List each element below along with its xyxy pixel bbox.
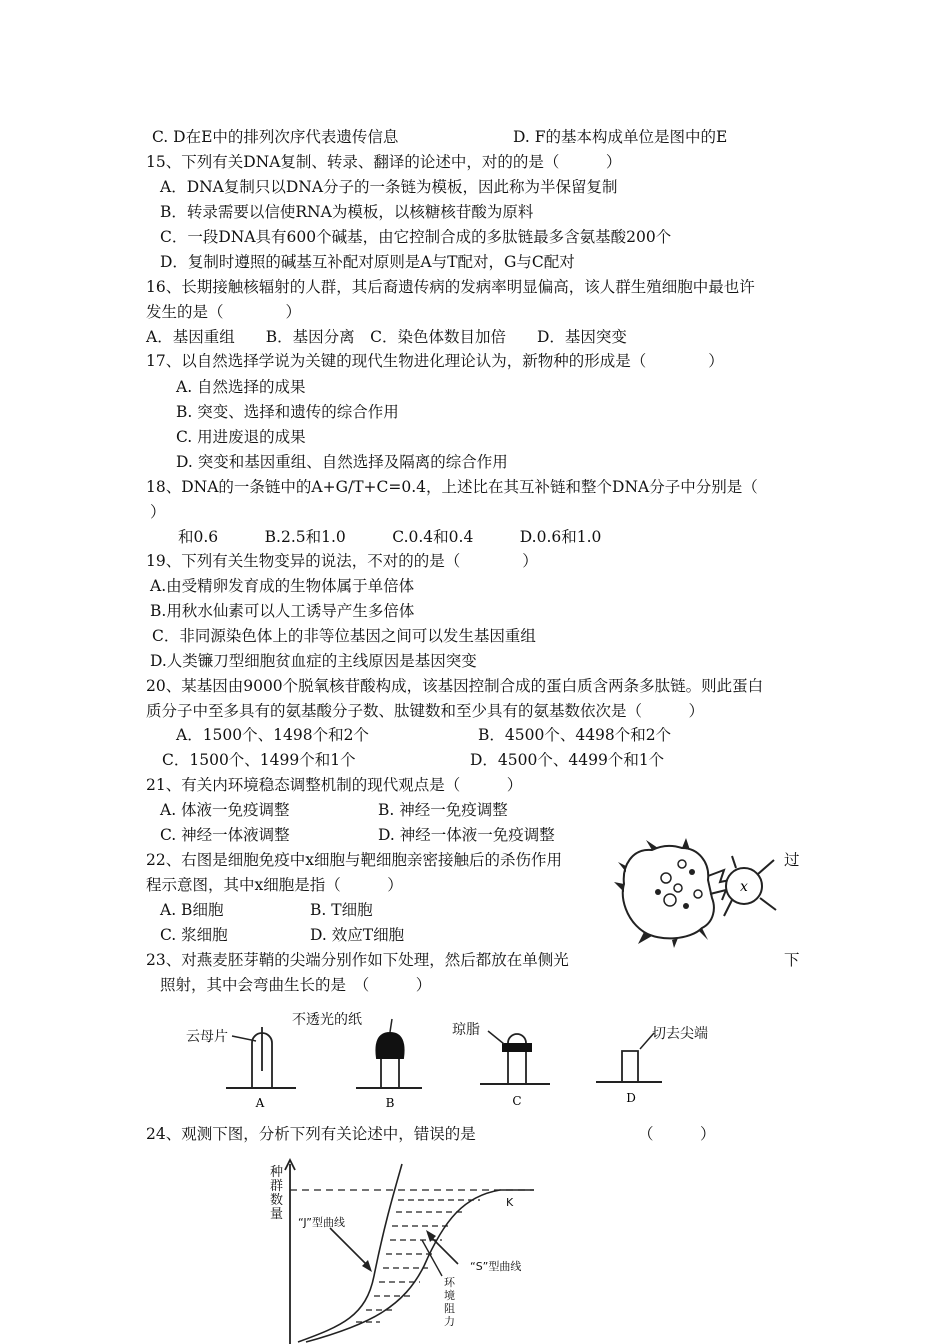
q21-option-b: B. 神经一免疫调整 bbox=[378, 801, 508, 819]
q15-option-c: C．一段DNA具有600个碱基，由它控制合成的多肽链最多含氨基酸200个 bbox=[160, 228, 672, 246]
q22-option-d: D. 效应T细胞 bbox=[310, 926, 405, 944]
q20-option-c: C．1500个、1499个和1个 bbox=[162, 751, 356, 769]
q17-option-b: B. 突变、选择和遗传的综合作用 bbox=[176, 403, 399, 421]
q23-stem: 23、对燕麦胚芽鞘的尖端分别作如下处理，然后都放在单侧光 bbox=[146, 951, 569, 969]
q21-option-a: A. 体液一免疫调整 bbox=[160, 801, 290, 819]
q22-option-c: C. 浆细胞 bbox=[160, 926, 228, 944]
q15-stem: 15、下列有关DNA复制、转录、翻译的论述中，对的的是（ ） bbox=[146, 153, 622, 171]
q17-option-a: A. 自然选择的成果 bbox=[176, 378, 306, 396]
q15-option-d: D．复制时遵照的碱基互补配对原则是A与T配对，G与C配对 bbox=[160, 253, 575, 271]
q20-option-b: B．4500个、4498个和2个 bbox=[478, 726, 672, 744]
fig23-label-paper: 不透光的纸 bbox=[292, 1012, 362, 1028]
q24-stem: 24、观测下图，分析下列有关论述中，错误的是 bbox=[146, 1125, 476, 1143]
q22-stem: 22、右图是细胞免疫中x细胞与靶细胞亲密接触后的杀伤作用 bbox=[146, 851, 562, 869]
population-growth-figure bbox=[262, 1156, 552, 1344]
q19-option-d: D.人类镰刀型细胞贫血症的主线原因是基因突变 bbox=[150, 652, 477, 670]
cell-immunity-diagram bbox=[612, 836, 790, 948]
q24-answer-paren: （ ） bbox=[638, 1125, 716, 1143]
q20-option-d: D．4500个、4499个和1个 bbox=[470, 751, 665, 769]
q19-stem: 19、下列有关生物变异的说法，不对的的是（ ） bbox=[146, 552, 538, 570]
q17-stem: 17、以自然选择学说为关键的现代生物进化理论认为，新物种的形成是（ ） bbox=[146, 352, 724, 370]
q17-option-c: C. 用进废退的成果 bbox=[176, 428, 306, 446]
q23-stem-cont: 照射，其中会弯曲生长的是 （ ） bbox=[160, 976, 432, 994]
j-curve-label: “J”型曲线 bbox=[298, 1216, 345, 1229]
q14-option-c: C. D在E中的排列次序代表遗传信息 bbox=[152, 128, 399, 146]
q16-stem-cont: 发生的是（ ） bbox=[146, 303, 302, 321]
q18-stem: 18、DNA的一条链中的A+G/T+C=0.4，上述比在其互补链和整个DNA分子中分别是（ bbox=[146, 478, 758, 496]
q16-options: A．基因重组 B．基因分离 C．染色体数目加倍 D．基因突变 bbox=[146, 328, 627, 346]
q19-option-b: B.用秋水仙素可以人工诱导产生多倍体 bbox=[150, 602, 415, 620]
q22-option-a: A. B细胞 bbox=[160, 901, 224, 919]
q14-option-d: D. F的基本构成单位是图中的E bbox=[513, 128, 728, 146]
q17-option-d: D. 突变和基因重组、自然选择及隔离的综合作用 bbox=[176, 453, 508, 471]
s-curve-label: “S”型曲线 bbox=[470, 1260, 522, 1273]
q20-option-a: A．1500个、1498个和2个 bbox=[176, 726, 369, 744]
q16-stem: 16、长期接触核辐射的人群，其后裔遗传病的发病率明显偏高，该人群生殖细胞中最也许 bbox=[146, 278, 755, 296]
q20-stem-cont: 质分子中至多具有的氨基酸分子数、肽键数和至少具有的氨基数依次是（ ） bbox=[146, 702, 705, 720]
q22-option-b: B. T细胞 bbox=[310, 901, 373, 919]
q15-option-a: A．DNA复制只以DNA分子的一条链为模板，因此称为半保留复制 bbox=[160, 178, 618, 196]
q22-stem-tail: 过 bbox=[784, 851, 800, 869]
q18-stem-cont: ） bbox=[150, 503, 166, 521]
k-label: K bbox=[506, 1196, 514, 1209]
q21-option-d: D. 神经一体液一免疫调整 bbox=[378, 826, 555, 844]
fig23-label-agar: 琼脂 bbox=[452, 1022, 480, 1038]
q15-option-b: B．转录需要以信使RNA为模板，以核糖核苷酸为原料 bbox=[160, 203, 534, 221]
x-cell-label: x bbox=[740, 879, 748, 895]
q20-stem: 20、某基因由9000个脱氧核苷酸构成，该基因控制合成的蛋白质含两条多肽链。则此蛋白 bbox=[146, 677, 764, 695]
fig23-label-cut: 切去尖端 bbox=[652, 1026, 708, 1042]
y-axis-label: 种 群 数 量 bbox=[270, 1165, 284, 1222]
q19-option-c: C．非同源染色体上的非等位基因之间可以发生基因重组 bbox=[152, 627, 536, 645]
fig23-caption-a: A bbox=[255, 1096, 265, 1110]
q22-stem-cont: 程示意图，其中x细胞是指（ ） bbox=[146, 876, 403, 894]
q21-stem: 21、有关内环境稳态调整机制的现代观点是（ ） bbox=[146, 776, 523, 794]
q19-option-a: A.由受精卵发育成的生物体属于单倍体 bbox=[150, 577, 415, 595]
fig23-caption-b: B bbox=[385, 1096, 395, 1110]
q18-options: 和0.6 B.2.5和1.0 C.0.4和0.4 D.0.6和1.0 bbox=[178, 528, 602, 546]
fig23-caption-d: D bbox=[626, 1091, 636, 1105]
fig23-label-mica: 云母片 bbox=[186, 1029, 228, 1045]
q23-stem-tail: 下 bbox=[784, 951, 800, 969]
fig23-caption-c: C bbox=[512, 1094, 522, 1108]
resistance-label: 环 境 阻 力 bbox=[444, 1276, 455, 1328]
q21-option-c: C. 神经一体液调整 bbox=[160, 826, 290, 844]
